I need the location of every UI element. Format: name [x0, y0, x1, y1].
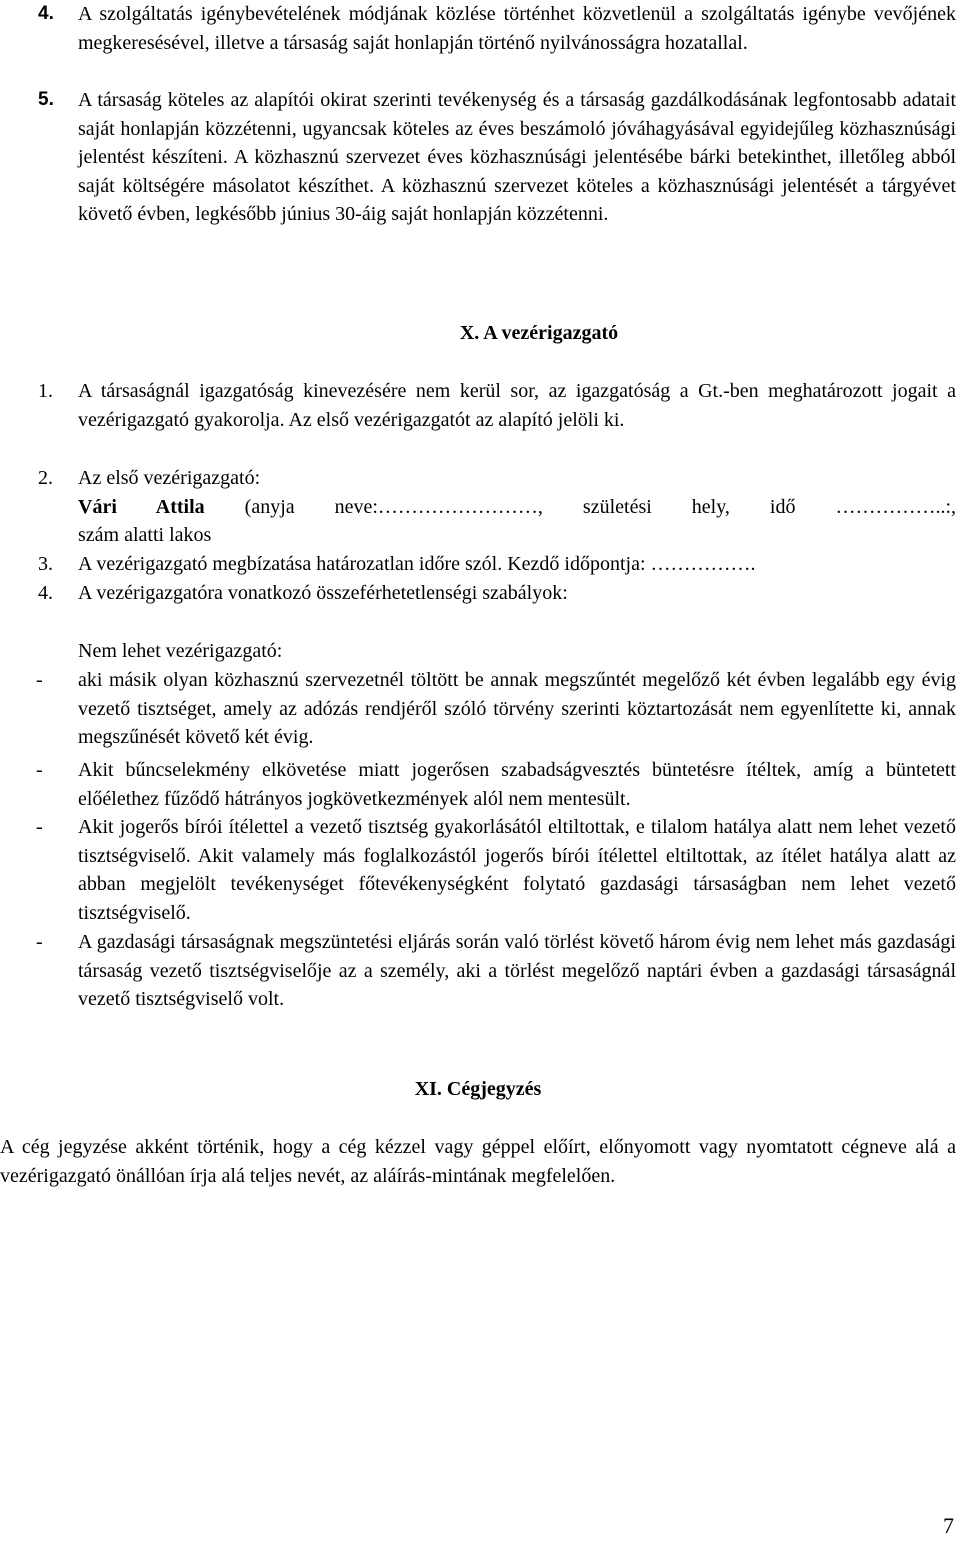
item-number: 4. — [38, 3, 54, 24]
item-text: A szolgáltatás igénybevételének módjának közlése történhet közvetlenül a szolgáltatás igénybe vevőjének megkeresésével, illetve a társaság saját honlapján történő nyilvánosságra hozatallal. — [78, 3, 956, 54]
item-text: A társaságnál igazgatóság kinevezésére nem kerül sor, az igazgatóság a Gt.-ben meghatározott jogait a vezérigazgató gyakorolja. Az első vezérigazgatót az alapító jelöli ki. — [78, 380, 956, 431]
director-name: Vári Attila — [78, 495, 205, 518]
director-address: szám alatti lakos — [78, 524, 212, 547]
item-text: A vezérigazgatóra vonatkozó összeférhetetlenségi szabályok: — [78, 582, 568, 604]
section-title-x: X. A vezérigazgató — [459, 322, 619, 344]
item-number: 4. — [38, 582, 53, 604]
rule-text: aki másik olyan közhasznú szervezetnél töltött be annak megszűntét megelőző két évben legalább egy évig vezető tisztséget, amely az adózás rendjéről szóló törvény szerinti köztartozását nem egyenlítette ki, annak megszűnését követő két évig. — [78, 669, 956, 749]
director-details: (anyja neve:……………………, születési hely, idő ……………..:, — [244, 495, 957, 518]
list-item-4 — [38, 0, 956, 57]
section-x-item-4 — [38, 579, 956, 608]
ineligibility-heading: Nem lehet vezérigazgató: — [78, 640, 283, 662]
dash-marker: - — [36, 669, 43, 691]
rule-text: Akit bűncselekmény elkövetése miatt jogerősen szabadságvesztés büntetésre ítéltek, amíg a büntetett előélethez fűződő hátrányos jogkövetkezmények alól nem mentesült. — [78, 759, 956, 810]
rule-text: Akit jogerős bírói ítélettel a vezető tisztség gyakorlásától eltiltottak, e tilalom hatálya alatt nem lehet vezető tisztségviselő. Akit valamely más foglalkozástól jogerős bírói ítélettel eltiltottak, az ítélet hatálya alatt az abban megjelölt tevékenységet főtevékenységként folytató gazdasági társaságban nem lehet vezető tisztségviselő. — [78, 816, 956, 924]
ineligibility-rule — [36, 666, 956, 752]
director-line — [78, 493, 956, 522]
dash-marker: - — [36, 759, 43, 781]
section-x-item-3 — [38, 550, 956, 579]
dash-marker: - — [36, 816, 43, 838]
item-number: 1. — [38, 380, 53, 402]
list-item-5 — [38, 86, 956, 229]
ineligibility-rule — [36, 756, 956, 813]
item-text: A társaság köteles az alapítói okirat szerinti tevékenység és a társaság gazdálkodásának legfontosabb adatait saját honlapján közzétenni, ugyancsak köteles az éves beszámoló jóváhagyásával egyidejűleg közhasznúsági jelentést készíteni. A közhasznú szervezet éves közhasznúsági jelentésébe bárki betekinthet, illetőleg abból saját költségére másolatot készíthet. A közhasznú szervezet köteles a közhasznúsági jelentését a tárgyévet követő évben, legkésőbb június 30-áig saját honlapján közzétenni. — [78, 89, 956, 226]
section-x-item-1 — [38, 377, 956, 434]
section-title-xi: XI. Cégjegyzés — [414, 1078, 542, 1100]
item-text: A vezérigazgató megbízatása határozatlan időre szól. Kezdő időpontja: ……………. — [78, 553, 756, 575]
item-number: 5. — [38, 89, 54, 110]
section-xi-paragraph: A cég jegyzése akként történik, hogy a cég kézzel vagy géppel előírt, előnyomott vagy nyomtatott cégneve alá a vezérigazgató önállóan írja alá teljes nevét, az aláírás-mintának megfelelően. — [0, 1136, 956, 1187]
page-number: 7 — [943, 1513, 954, 1538]
ineligibility-rule — [36, 813, 956, 927]
item-label: Az első vezérigazgató: — [78, 467, 261, 489]
item-number: 2. — [38, 467, 53, 489]
section-x-item-2 — [38, 464, 957, 550]
ineligibility-rule — [36, 928, 956, 1014]
item-number: 3. — [38, 553, 53, 575]
dash-marker: - — [36, 931, 43, 953]
rule-text: A gazdasági társaságnak megszüntetési eljárás során való törlést követő három évig nem lehet más gazdasági társaság vezető tisztségviselője az a személy, aki a törlést megelőző naptári évben a gazdasági társaságnál vezető tisztségviselő volt. — [78, 931, 956, 1011]
